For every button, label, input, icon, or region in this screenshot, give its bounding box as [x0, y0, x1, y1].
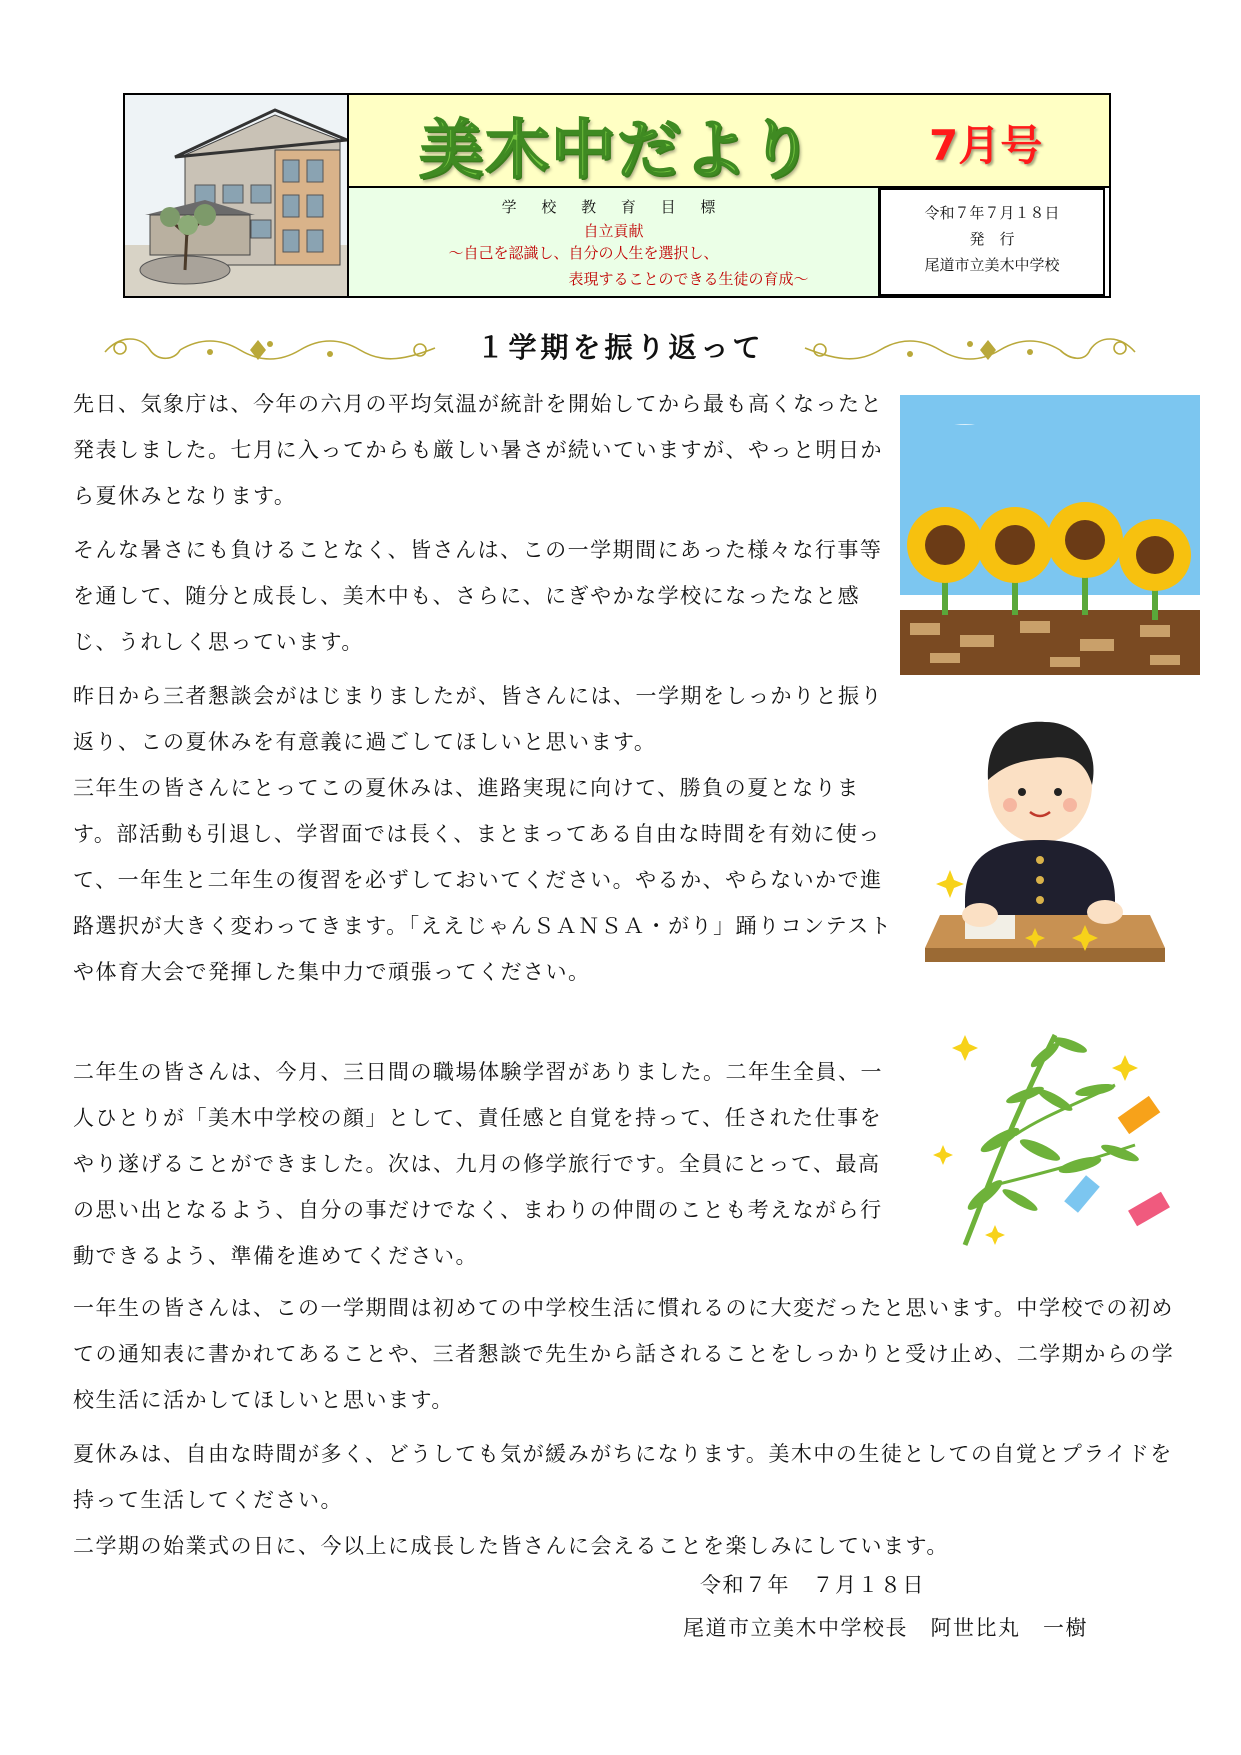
signature-name: 尾道市立美木中学校長 阿世比丸 一樹: [683, 1616, 1088, 1640]
paragraph-third-year: 三年生の皆さんにとってこの夏休みは、進路実現に向けて、勝負の夏となります。部活動も引退し、学習面では長く、まとまってある自由な時間を有効に使って、一年生と二年生の復習を必ずしておいてください。やるか、やらないかで進路選択が大きく変わってきます。「ええじゃんＳＡＮＳＡ・がり」踊りコンテストや体育大会で発揮した集中力で頑張ってください。: [73, 776, 893, 984]
title-band: [349, 95, 1109, 188]
issue-publish-label: 発 行: [969, 230, 1015, 248]
tanabata-bamboo-illustration: [925, 1015, 1185, 1255]
newsletter-title: 美木中だより: [419, 114, 815, 188]
school-goal-box: [349, 188, 880, 296]
paragraph-weather: 先日、気象庁は、今年の六月の平均気温が統計を開始してから最も高くなったと発表しました。七月に入ってからも厳しい暑さが続いていますが、やっと明日から夏休みとなります。: [73, 392, 883, 508]
issue-info-box: [879, 188, 1105, 296]
section-title: １学期を振り返って: [476, 331, 765, 364]
paragraph-conference: 昨日から三者懇談会がはじまりましたが、皆さんには、一学期をしっかりと振り返り、この夏休みを有意義に過ごしてほしいと思います。: [73, 684, 883, 754]
school-building-illustration: [125, 95, 349, 296]
goal-line-1: ～自己を認識し、自分の人生を選択し、: [448, 244, 719, 262]
sunflowers-illustration: [900, 395, 1200, 675]
goal-heading: 学 校 教 育 目 標: [501, 198, 726, 216]
paragraph-growth: そんな暑さにも負けることなく、皆さんは、この一学期間にあった様々な行事等を通して、随分と成長し、美木中も、さらに、にぎやかな学校になったなと感じ、うれしく思っています。: [73, 538, 883, 654]
issuer-name: 尾道市立美木中学校: [924, 256, 1060, 274]
issue-label: 7月号: [929, 121, 1043, 170]
signature-date: 令和７年 ７月１８日: [700, 1573, 925, 1597]
goal-name: 自立貢献: [583, 222, 644, 240]
paragraph-first-year: 一年生の皆さんは、この一学期間は初めての中学校生活に慣れるのに大変だったと思います。中学校での初めての通知表に書かれてあることや、三者懇談で先生から話されることをしっかりと受け止め、二学期からの学校生活に活かしてほしいと思います。: [73, 1296, 1175, 1412]
student-cleaning-illustration: [910, 700, 1180, 970]
paragraph-closing: 二学期の始業式の日に、今以上に成長した皆さんに会えることを楽しみにしています。: [73, 1534, 949, 1558]
paragraph-summer: 夏休みは、自由な時間が多く、どうしても気が緩みがちになります。美木中の生徒としての自覚とプライドを持って生活してください。: [73, 1442, 1173, 1512]
goal-line-2: 表現することのできる生徒の育成～: [568, 270, 809, 288]
issue-date: 令和７年７月１８日: [924, 204, 1060, 222]
paragraph-second-year: 二年生の皆さんは、今月、三日間の職場体験学習がありました。二年生全員、一人ひとりが「美木中学校の顔」として、責任感と自覚を持って、任された仕事をやり遂げることができました。次は、九月の修学旅行です。全員にとって、最高の思い出となるよう、自分の事だけでなく、まわりの仲間のことも考えながら行動できるよう、準備を進めてください。: [73, 1060, 883, 1268]
